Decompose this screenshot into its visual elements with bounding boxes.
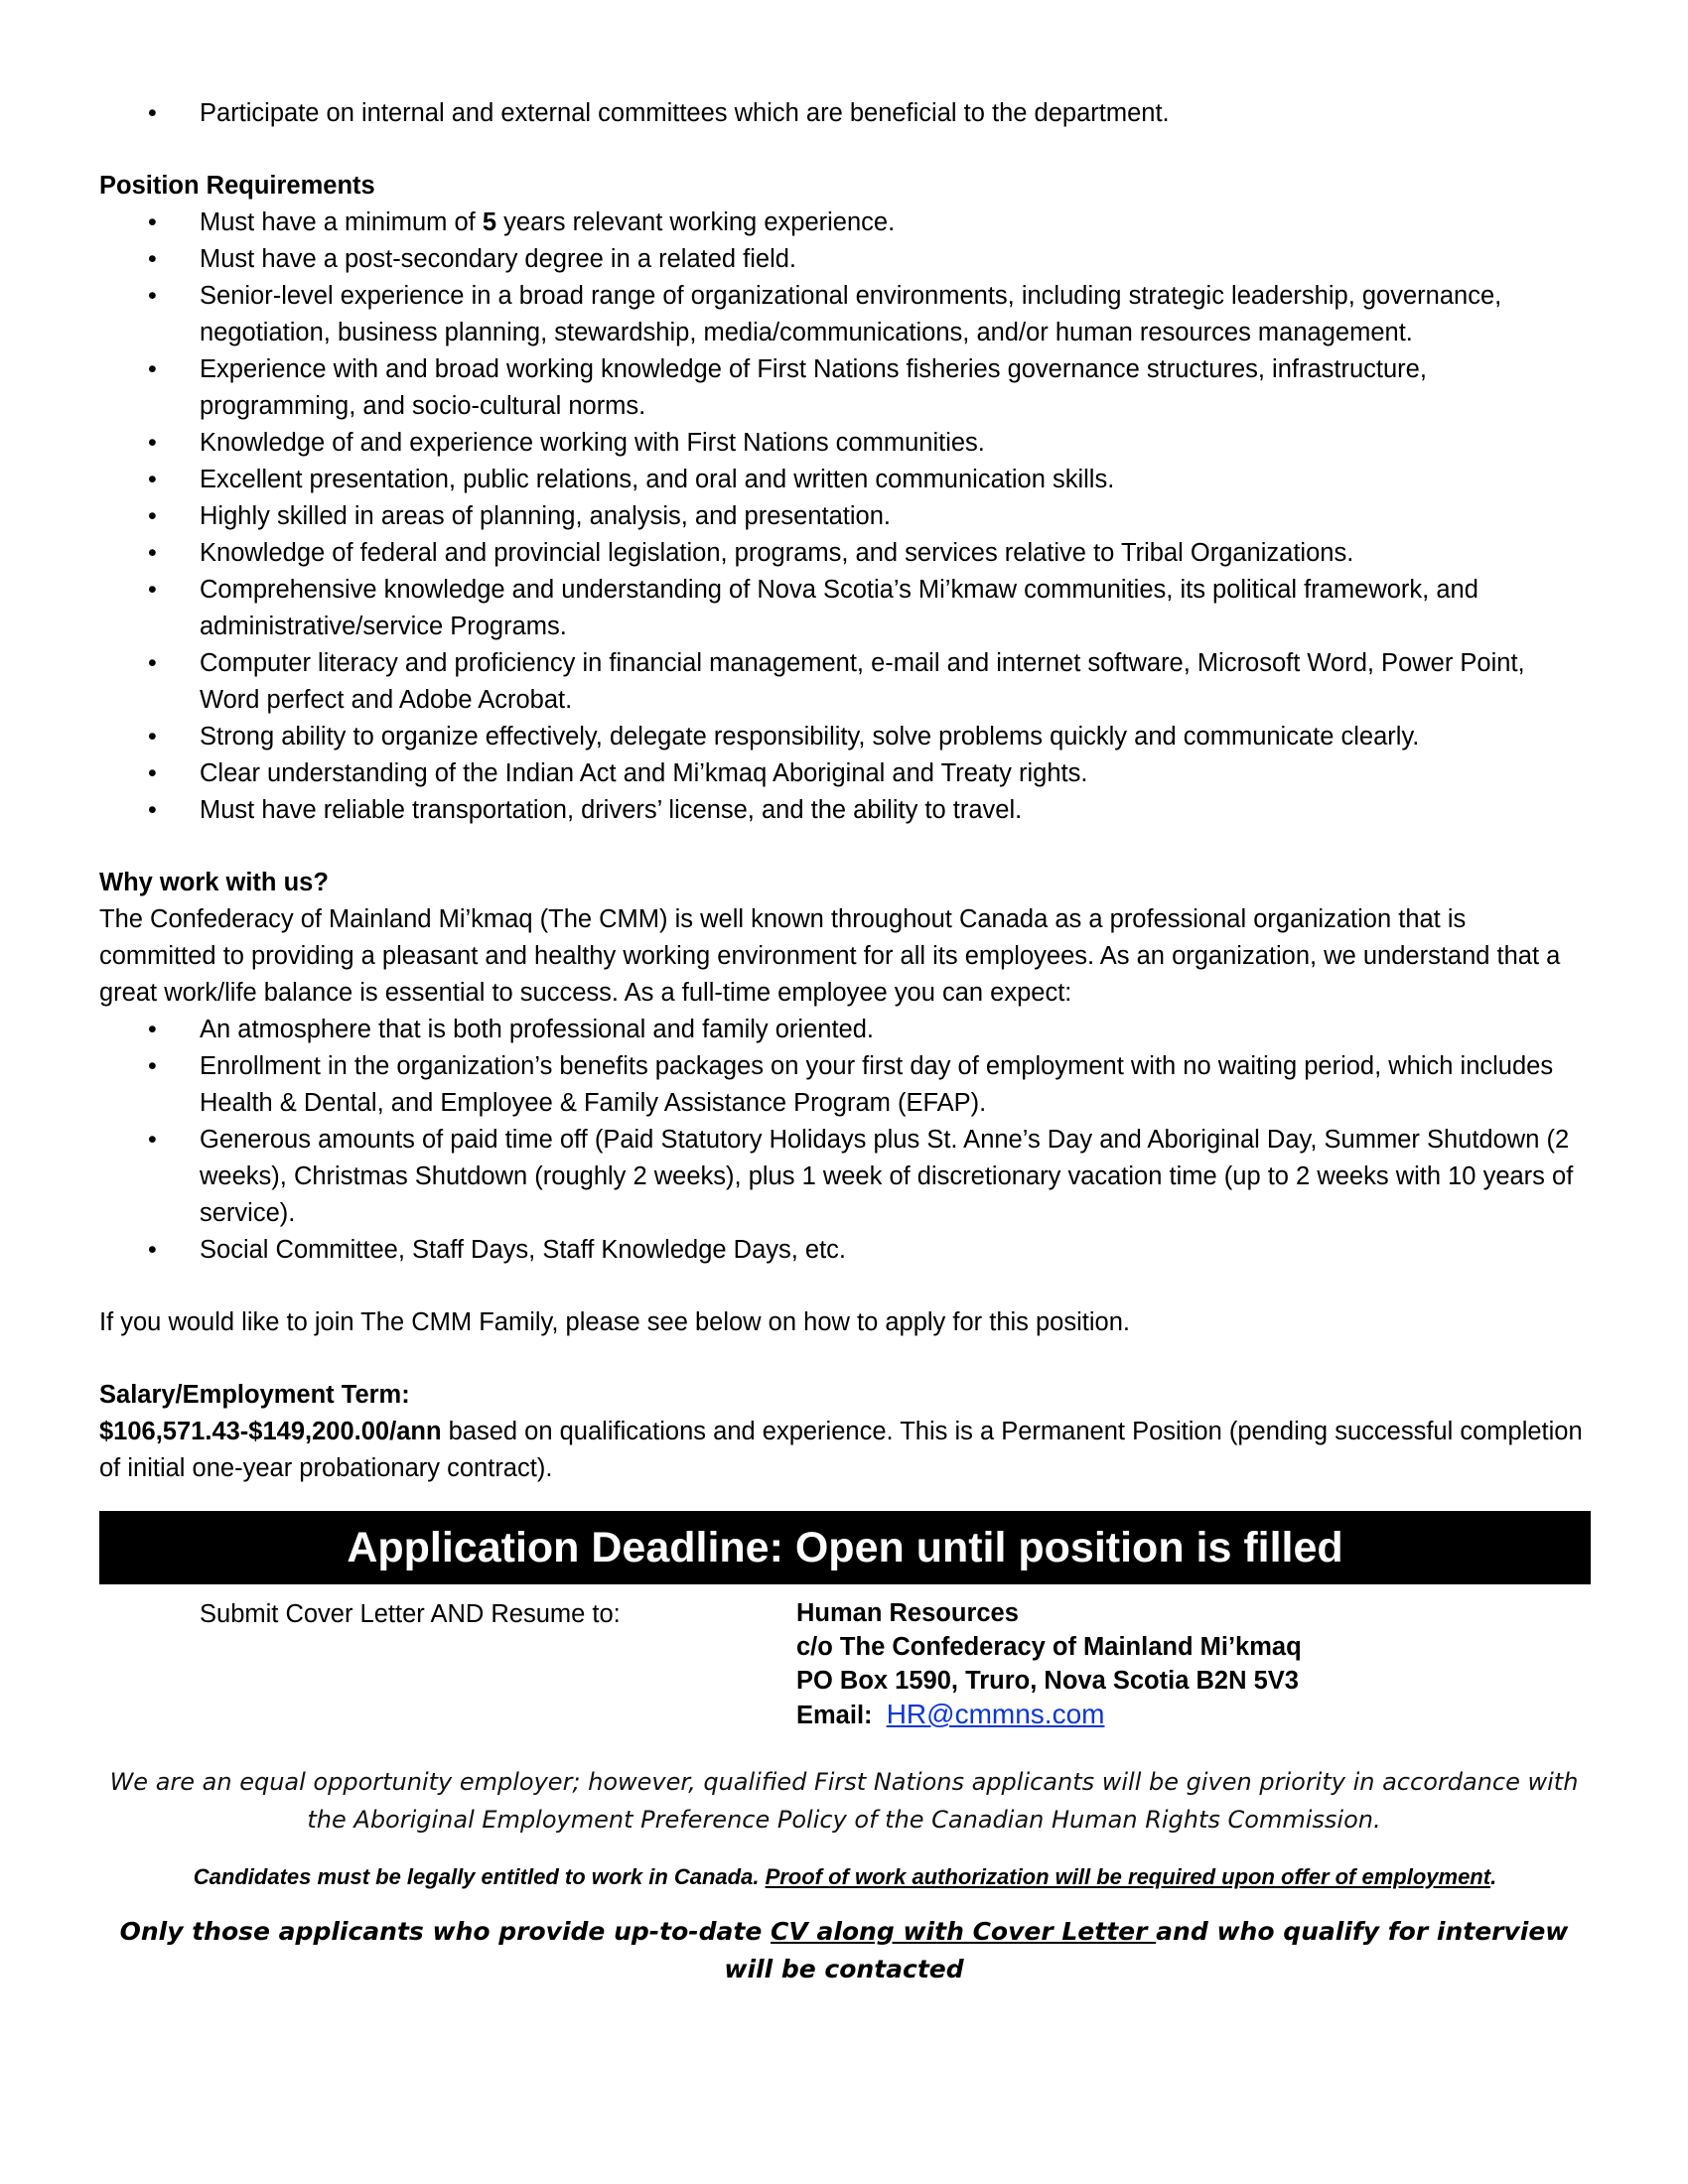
list-item: • Clear understanding of the Indian Act and Mi’kmaq Aboriginal and Treaty rights. [99,755,1589,792]
submit-section [99,1596,1589,1733]
mailing-address: Human Resources c/o The Confederacy of Mainland Mi’kmaq PO Box 1590, Truro, Nova Scotia B2N 5V3 Email: HR@cmmns.com [796,1599,1302,1729]
list-item: • An atmosphere that is both professional and family oriented. [99,1012,1589,1048]
why-heading: Why work with us? [99,869,329,896]
email-link[interactable]: HR@cmmns.com [886,1699,1105,1729]
list-item: • Must have a post-secondary degree in a related field. [99,241,1589,278]
equal-opportunity-statement: We are an equal opportunity employer; however, qualified First Nations applicants will be given priority in accordance with the Aboriginal Employment Preference Policy of the Canadian Human Rights Commission. [109,1768,1579,1834]
list-item: • Participate on internal and external committees which are beneficial to the department. [99,95,1589,132]
list-item: • Excellent presentation, public relations, and oral and written communication skills. [99,462,1589,498]
job-posting-page [99,95,1589,1988]
duties-list [99,95,1589,132]
list-item: • Highly skilled in areas of planning, analysis, and presentation. [99,498,1589,535]
salary-heading: Salary/Employment Term: [99,1381,410,1409]
list-item: • Generous amounts of paid time off (Paid Statutory Holidays plus St. Anne’s Day and Aboriginal Day, Summer Shutdown (2 weeks), Christmas Shutdown (roughly 2 weeks), plus 1 week of discretionary vacation time (up to 2 weeks with 10 years of service). [99,1122,1589,1232]
deadline-banner: Application Deadline: Open until position is filled [99,1511,1591,1584]
benefits-list [99,1012,1589,1269]
join-text: If you would like to join The CMM Family, please see below on how to apply for this position. [99,1308,1130,1336]
requirements-heading: Position Requirements [99,172,375,200]
list-item: • Experience with and broad working knowledge of First Nations fisheries governance structures, infrastructure, programming, and socio-cultural norms. [99,351,1589,425]
contact-notice: Only those applicants who provide up-to-date CV along with Cover Letter and who qualify for interview will be contacted [119,1917,1569,1983]
list-item: • Social Committee, Staff Days, Staff Knowledge Days, etc. [99,1232,1589,1269]
list-item: • Computer literacy and proficiency in financial management, e-mail and internet software, Microsoft Word, Power Point, Word perfect and Adobe Acrobat. [99,645,1589,719]
salary-amount: $106,571.43-$149,200.00/ann [99,1418,442,1445]
requirements-list [99,205,1589,829]
salary-text: $106,571.43-$149,200.00/ann based on qualifications and experience. This is a Permanent Position (pending successful completion of initial one-year probationary contract). [99,1418,1583,1482]
why-intro: The Confederacy of Mainland Mi’kmaq (The CMM) is well known throughout Canada as a professional organization that is committed to providing a pleasant and healthy working environment for all its employees. As an organization, we understand that a great work/life balance is essential to success. As a full-time employee you can expect: [99,905,1561,1007]
list-item: • Must have a minimum of 5 years relevant working experience. [99,205,1589,241]
list-item: • Strong ability to organize effectively, delegate responsibility, solve problems quickly and communicate clearly. [99,719,1589,755]
legal-statement: Candidates must be legally entitled to work in Canada. Proof of work authorization will be required upon offer of employment. [193,1864,1497,1889]
list-item: • Knowledge of federal and provincial legislation, programs, and services relative to Tribal Organizations. [99,535,1589,572]
list-item: • Comprehensive knowledge and understanding of Nova Scotia’s Mi’kmaw communities, its political framework, and administrative/service Programs. [99,572,1589,645]
list-item: • Senior-level experience in a broad range of organizational environments, including strategic leadership, governance, negotiation, business planning, stewardship, media/communications, and/or human resources management. [99,278,1589,351]
list-item: • Knowledge of and experience working with First Nations communities. [99,425,1589,462]
list-item: • Must have reliable transportation, drivers’ license, and the ability to travel. [99,792,1589,829]
list-item: • Enrollment in the organization’s benefits packages on your first day of employment with no waiting period, which includes Health & Dental, and Employee & Family Assistance Program (EFAP). [99,1048,1589,1122]
submit-label: Submit Cover Letter AND Resume to: [200,1600,621,1628]
